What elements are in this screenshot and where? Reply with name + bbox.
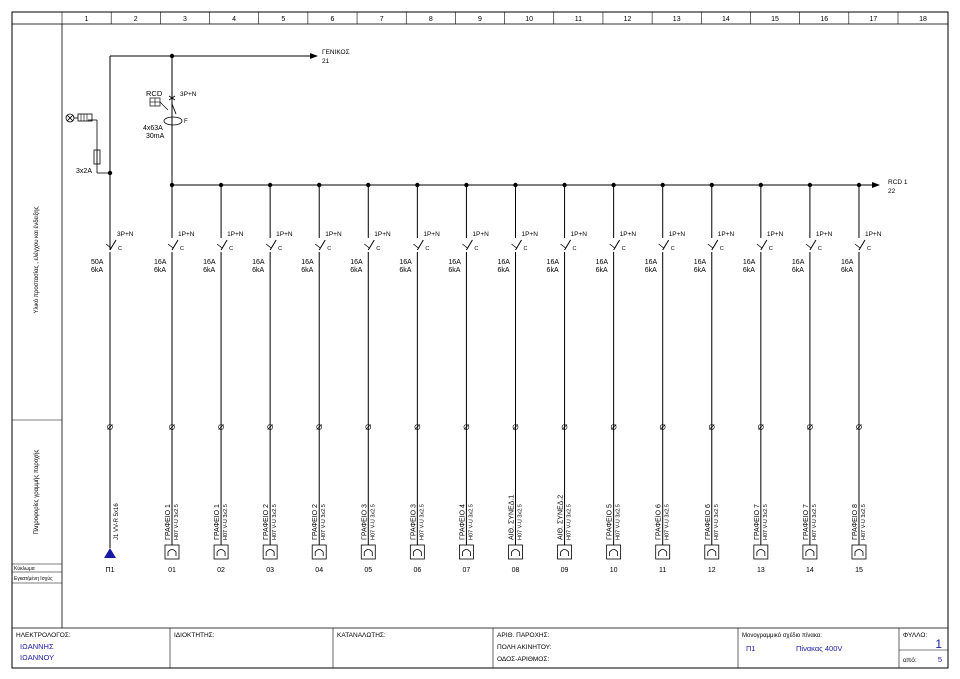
breaker-poles: 1P+N (864, 231, 882, 238)
breaker-curve: C (621, 246, 626, 252)
breaker-icon (810, 240, 816, 250)
circuit-branch (203, 183, 244, 574)
breaker-breaking: 6kA (399, 267, 412, 274)
breaker-breaking: 6kA (203, 267, 216, 274)
breaker-breaking: 6kA (595, 267, 608, 274)
circuit-name: ΓΡΑΦΕΙΟ 7 (802, 504, 810, 540)
breaker-curve: C (768, 246, 773, 252)
general-bus-ref: 21 (322, 58, 330, 65)
column-header: 4 (232, 16, 237, 23)
circuit-cable: H07 V-U 3x2.5 (174, 504, 180, 540)
circuit-number: 03 (266, 567, 275, 574)
breaker-rating: 16A (546, 259, 560, 266)
circuit-cable: H07 V-U 3x2.5 (419, 504, 426, 540)
circuit-branch (399, 183, 440, 574)
circuit-number: 08 (511, 567, 520, 574)
circuit-number: 10 (609, 567, 618, 574)
breaker-rating: 16A (252, 259, 265, 266)
rcd-sensitivity: 30mA (146, 133, 165, 140)
main-feeder (91, 231, 134, 574)
breaker-breaking: 6kA (301, 267, 314, 274)
breaker-poles: 1P+N (717, 231, 735, 238)
circuit-branch (547, 183, 588, 574)
breaker-rating: 16A (644, 259, 658, 266)
circuit-name: ΓΡΑΦΕΙΟ 1 (165, 504, 172, 540)
breaker-poles: 1P+N (227, 231, 244, 238)
breaker-poles: 1P+N (668, 231, 686, 238)
circuit-branch (154, 183, 195, 574)
circuit-cable: H07 V-U 3x2.5 (370, 504, 377, 540)
side-label-supply: Πληροφορίες γραμμής παροχής (34, 449, 40, 535)
breaker-curve: C (278, 246, 283, 252)
breaker-curve: C (719, 246, 724, 252)
breaker-breaking: 6kA (546, 267, 559, 274)
title-block (12, 628, 948, 668)
socket-load-icon (508, 545, 522, 559)
panel-name: Πίνακας 400V (796, 644, 843, 653)
breaker-poles: 1P+N (766, 231, 784, 238)
circuit-branch (694, 183, 735, 574)
circuit-name: ΓΡΑΦΕΙΟ 1 (214, 504, 222, 540)
rcd-rating: 4x63A (143, 125, 163, 132)
socket-load-icon (459, 545, 473, 559)
breaker-icon (368, 240, 374, 250)
breaker-poles: 1P+N (570, 231, 588, 238)
circuit-cable: H07 V-U 3x2.5 (566, 504, 573, 540)
breaker-poles: 1P+N (423, 231, 440, 238)
circuit-name: ΓΡΑΦΕΙΟ 7 (753, 504, 761, 540)
circuit-branches (154, 183, 882, 574)
circuit-number: 09 (560, 567, 569, 574)
side-label-installed: Εγκατ/μένη Ισχύς (14, 576, 53, 582)
circuit-branch (448, 183, 489, 574)
diagram-label: Μονογραμμικό σχέδιο πίνακα: (742, 633, 822, 639)
circuit-branch (841, 183, 882, 574)
breaker-rating: 16A (399, 259, 412, 266)
socket-load-icon (852, 545, 866, 559)
breaker-rating: 16A (742, 259, 756, 266)
rcd-device (143, 56, 197, 185)
circuit-name: ΓΡΑΦΕΙΟ 5 (606, 504, 614, 540)
breaker-icon (515, 240, 521, 250)
breaker-icon (565, 240, 571, 250)
general-bus (110, 49, 350, 65)
breaker-rating: 16A (791, 259, 805, 266)
socket-load-icon (558, 545, 572, 559)
breaker-icon (712, 240, 718, 250)
column-header: 3 (182, 16, 187, 23)
column-header: 8 (428, 16, 433, 23)
indicator-branch (66, 56, 112, 250)
circuit-number: 01 (168, 567, 176, 574)
circuit-number: 14 (806, 567, 814, 574)
circuit-number: 13 (756, 567, 765, 574)
circuit-branch (743, 183, 784, 574)
column-header: 7 (379, 16, 384, 23)
of-label: από: (903, 657, 917, 664)
circuit-name: ΓΡΑΦΕΙΟ 6 (655, 504, 663, 540)
circuit-cable: H07 V-U 3x2.5 (664, 504, 671, 540)
breaker-breaking: 6kA (840, 267, 854, 274)
circuit-name: ΑΙΘ. ΣΥΝΕΔ.1 (508, 494, 516, 540)
circuit-number: 04 (315, 567, 324, 574)
column-header: 1 (84, 16, 89, 23)
breaker-breaking: 6kA (350, 267, 363, 274)
circuit-cable: H07 V-U 3x2.5 (468, 504, 475, 540)
breaker-poles: 1P+N (178, 231, 195, 238)
breaker-rating: 16A (595, 259, 609, 266)
circuit-cable: H07 V-U 3x2.5 (860, 504, 867, 540)
circuit-branch (350, 183, 391, 574)
breaker-breaking: 6kA (693, 267, 706, 274)
breaker-curve: C (670, 246, 675, 252)
socket-load-icon (312, 545, 326, 559)
column-header: 17 (869, 16, 878, 23)
socket-load-icon (165, 545, 179, 559)
breaker-curve: C (376, 246, 381, 252)
main-feeder-curve: C (118, 246, 122, 252)
side-label-protection: Υλικό προστασίας , ελέγχου και ένδειξης (34, 206, 40, 314)
circuit-cable: H07 V-U 3x2.5 (615, 504, 622, 540)
main-feeder-poles: 3P+N (117, 231, 134, 238)
breaker-icon (466, 240, 472, 250)
breaker-curve: C (229, 246, 234, 252)
breaker-icon (270, 240, 276, 250)
general-bus-label: ΓΕΝΙΚΟΣ (322, 49, 350, 56)
breaker-rating: 16A (693, 259, 707, 266)
circuit-name: ΓΡΑΦΕΙΟ 4 (459, 504, 467, 540)
breaker-curve: C (180, 246, 184, 252)
electrician-last: ΙΩΑΝΝΟΥ (20, 653, 55, 662)
breaker-poles: 1P+N (276, 231, 293, 238)
circuit-number: 06 (413, 567, 422, 574)
breaker-rating: 16A (301, 259, 314, 266)
of-total: 5 (937, 655, 942, 664)
circuit-name: ΓΡΑΦΕΙΟ 8 (851, 504, 859, 540)
breaker-poles: 1P+N (325, 231, 342, 238)
socket-load-icon (754, 545, 768, 559)
rcd-label: RCD (146, 89, 163, 98)
circuit-cable: H07 V-U 3x2.5 (762, 504, 769, 540)
column-header: 11 (574, 16, 582, 23)
circuit-cable: H07 V-U 3x2.5 (223, 504, 230, 540)
socket-load-icon (361, 545, 375, 559)
circuit-cable: H07 V-U 3x2.5 (713, 504, 720, 540)
circuit-name: ΓΡΑΦΕΙΟ 2 (263, 504, 271, 540)
circuit-number: 12 (707, 567, 716, 574)
main-feeder-id: Π1 (105, 567, 115, 574)
column-header: 10 (525, 16, 534, 23)
rcd-bus-label: RCD 1 (888, 179, 908, 186)
breaker-icon (172, 240, 178, 250)
circuit-branch (252, 183, 293, 574)
socket-load-icon (705, 545, 719, 559)
breaker-rating: 16A (154, 259, 167, 266)
socket-load-icon (214, 545, 228, 559)
column-header: 12 (623, 16, 632, 23)
rcd-bus-ref: 22 (888, 188, 896, 195)
circuit-branch (497, 183, 538, 574)
supply-triangle-icon (104, 548, 116, 558)
street-label: ΟΔΟΣ-ΑΡΙΘΜΟΣ: (497, 656, 550, 663)
breaker-curve: C (523, 246, 528, 252)
breaker-breaking: 6kA (497, 267, 510, 274)
circuit-name: ΑΙΘ. ΣΥΝΕΔ.2 (557, 494, 565, 540)
breaker-rating: 16A (350, 259, 363, 266)
column-header: 18 (919, 16, 927, 23)
breaker-poles: 1P+N (374, 231, 391, 238)
breaker-poles: 1P+N (521, 231, 538, 238)
breaker-rating: 16A (203, 259, 216, 266)
electrician-first: ΙΩΑΝΝΗΣ (20, 642, 54, 651)
breaker-icon (417, 240, 423, 250)
breaker-icon (221, 240, 227, 250)
circuit-cable: H07 V-U 3x2.5 (811, 504, 818, 540)
side-label-circuit: Κύκλωμα (14, 566, 35, 572)
breaker-poles: 1P+N (619, 231, 637, 238)
circuit-name: ΓΡΑΦΕΙΟ 3 (410, 504, 418, 540)
panel-id: Π1 (746, 644, 756, 653)
main-feeder-rating: 50A (91, 259, 104, 266)
socket-load-icon (803, 545, 817, 559)
socket-load-icon (656, 545, 670, 559)
breaker-breaking: 6kA (154, 267, 167, 274)
circuit-number: 07 (462, 567, 471, 574)
column-header: 9 (478, 16, 482, 23)
circuit-name: ΓΡΑΦΕΙΟ 6 (704, 504, 712, 540)
supply-no-label: ΑΡΙΘ. ΠΑΡΟΧΗΣ: (497, 632, 550, 639)
socket-load-icon (607, 545, 621, 559)
fuse-rating: 3x2A (76, 168, 92, 175)
circuit-branch (645, 183, 686, 574)
rcd-bus (172, 179, 908, 195)
column-headers (62, 12, 948, 24)
circuit-branch (596, 183, 637, 574)
breaker-curve: C (425, 246, 430, 252)
circuit-number: 05 (364, 567, 373, 574)
column-header: 6 (330, 16, 335, 23)
sheet-number: 1 (935, 637, 942, 651)
breaker-poles: 1P+N (815, 231, 833, 238)
rcd-poles: 3P+N (180, 91, 197, 98)
column-header: 16 (820, 16, 829, 23)
city-label: ΠΟΛΗ ΑΚΙΝΗΤΟΥ: (497, 644, 552, 651)
breaker-curve: C (817, 246, 822, 252)
column-header: 15 (771, 16, 779, 23)
breaker-curve: C (474, 246, 479, 252)
breaker-icon (319, 240, 325, 250)
circuit-name: ΓΡΑΦΕΙΟ 3 (361, 504, 369, 540)
circuit-branch (792, 183, 833, 574)
socket-load-icon (263, 545, 277, 559)
circuit-cable: H07 V-U 3x2.5 (321, 504, 328, 540)
breaker-curve: C (572, 246, 577, 252)
breaker-rating: 16A (497, 259, 510, 266)
consumer-label: ΚΑΤΑΝΑΛΩΤΗΣ: (337, 632, 386, 639)
circuit-cable: H07 V-U 3x2.5 (272, 504, 279, 540)
owner-label: ΙΔΙΟΚΤΗΤΗΣ: (174, 632, 215, 639)
circuit-number: 02 (217, 567, 225, 574)
breaker-icon (663, 240, 669, 250)
circuit-number: 15 (855, 567, 863, 574)
column-header: 14 (721, 16, 730, 23)
circuit-name: ΓΡΑΦΕΙΟ 2 (312, 504, 320, 540)
breaker-curve: C (866, 246, 871, 252)
breaker-breaking: 6kA (791, 267, 804, 274)
breaker-breaking: 6kA (742, 267, 755, 274)
rcd-toroid-icon (164, 117, 182, 125)
circuit-number: 11 (659, 567, 667, 574)
breaker-curve: C (327, 246, 332, 252)
sheet-label: ΦΥΛΛΟ: (903, 632, 928, 639)
circuit-branch (301, 183, 342, 574)
lamp-icon (66, 114, 92, 122)
circuit-cable: H07 V-U 3x2.5 (517, 504, 524, 540)
breaker-icon (614, 240, 620, 250)
breaker-rating: 16A (448, 259, 461, 266)
column-header: 13 (672, 16, 681, 23)
breaker-breaking: 6kA (448, 267, 461, 274)
column-header: 5 (281, 16, 286, 23)
breaker-breaking: 6kA (252, 267, 265, 274)
socket-load-icon (410, 545, 424, 559)
electrician-label: ΗΛΕΚΤΡΟΛΟΓΟΣ: (16, 632, 71, 639)
breaker-breaking: 6kA (644, 267, 657, 274)
breaker-icon (761, 240, 767, 250)
main-feeder-breaking: 6kA (91, 267, 104, 274)
column-header: 2 (133, 16, 138, 23)
rcd-letter: F (184, 119, 188, 125)
breaker-rating: 16A (840, 259, 854, 266)
main-feeder-cable: J1 VV-R 5x16 (114, 503, 120, 540)
breaker-poles: 1P+N (472, 231, 489, 238)
breaker-icon (859, 240, 865, 250)
